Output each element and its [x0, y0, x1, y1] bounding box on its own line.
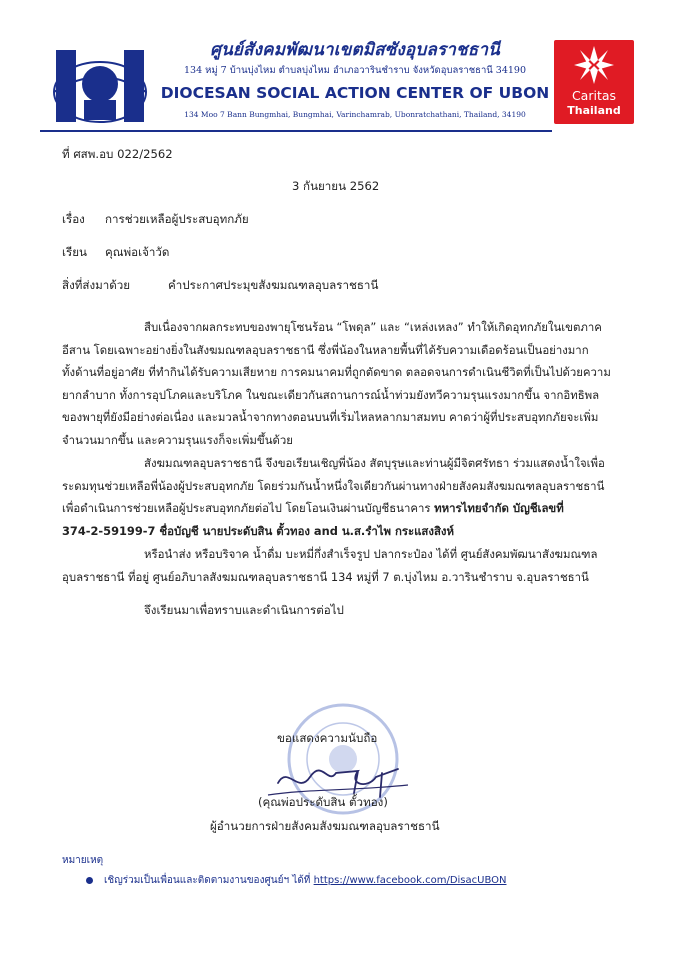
reference-number: ที่ ศสพ.อบ 022/2562	[62, 147, 173, 161]
org-address-english: 134 Moo 7 Bann Bungmhai, Bungmhai, Varinchamrab, Ubonratchathani, Thailand, 34190	[184, 110, 526, 119]
paragraph-line: หรือนำส่ง หรือบริจาค น้ำดื่ม บะหมี่กึ่งสำเร็จรูป ปลากระป๋อง ได้ที่ ศูนย์สังคมพัฒนาสังฆมณฑล	[144, 547, 598, 561]
subject-text: การช่วยเหลือผู้ประสบอุทกภัย	[105, 212, 249, 226]
paragraph-line: สืบเนื่องจากผลกระทบของพายุโซนร้อน “โพดุล” และ “เหล่งเหลง” ทำให้เกิดอุทกภัยในเขตภาค	[144, 320, 602, 334]
bank-name: ทหารไทยจำกัด บัญชีเลขที่	[434, 501, 564, 516]
recipient-text: คุณพ่อเจ้าวัด	[105, 245, 170, 259]
org-name-thai: ศูนย์สังคมพัฒนาเขตมิสซังอุบลราชธานี	[210, 40, 500, 60]
letter-date: 3 กันยายน 2562	[292, 179, 380, 193]
closing-paragraph: จึงเรียนมาเพื่อทราบและดำเนินการต่อไป	[144, 603, 344, 617]
signer-title: ผู้อำนวยการฝ่ายสังคมสังฆมณฑลอุบลราชธานี	[210, 819, 440, 833]
signer-name: (คุณพ่อประดับสิน ตั้วทอง)	[258, 795, 388, 809]
enclosure-label: สิ่งที่ส่งมาด้วย	[62, 278, 131, 292]
paragraph-2	[62, 452, 610, 542]
paragraph-line: ยากลำบาก ทั้งการอุปโภคและบริโภค ในขณะเดียวกันสถานการณ์น้ำท่วมยังทวีความรุนแรงมากขึ้น จากอิทธิพล	[62, 387, 600, 402]
paragraph-line: อีสาน โดยเฉพาะอย่างยิ่งในสังฆมณฑลอุบลราชธานี ซึ่งพี่น้องในหลายพื้นที่ได้รับความเดือดร้อนเป็นอย่างมาก	[62, 342, 589, 357]
paragraph-3	[62, 543, 610, 588]
paragraph-line: ทั้งด้านที่อยู่อาศัย ที่ทำกินได้รับความเสียหาย การคมนาคมที่ถูกตัดขาด ตลอดจนการดำเนินชีวิตที่เป็นไปด้วยความ	[62, 365, 611, 380]
paragraph-line: ของพายุที่ยังมีอย่างต่อเนื่อง และมวลน้ำจากทางตอนบนที่เริ่มไหลหลากมาสมทบ คาดว่าผู้ที่ประสบอุทกภัยจะเพิ่ม	[62, 410, 599, 425]
paragraph-line-text: เพื่อดำเนินการช่วยเหลือผู้ประสบอุทกภัยต่อไป โดยโอนเงินผ่านบัญชีธนาคาร	[62, 501, 431, 516]
caritas-cross-icon	[554, 40, 634, 90]
org-name-english: DIOCESAN SOCIAL ACTION CENTER OF UBON	[160, 84, 550, 102]
bank-account: 374-2-59199-7 ชื่อบัญชี นายประดับสิน ตั้วทอง and น.ส.รำไพ กระแสงสิงห์	[62, 523, 454, 538]
regards: ขอแสดงความนับถือ	[277, 731, 378, 745]
paragraph-line	[62, 497, 610, 520]
caritas-country: Thailand	[567, 104, 621, 117]
diocese-logo	[40, 42, 160, 130]
enclosure-text: คำประกาศประมุขสังฆมณฑลอุบลราชธานี	[168, 278, 379, 292]
bullet-icon	[86, 877, 93, 884]
paragraph-1	[62, 316, 610, 452]
note-text	[104, 873, 506, 888]
paragraph-line: สังฆมณฑลอุบลราชธานี จึงขอเรียนเชิญพี่น้อง สัตบุรุษและท่านผู้มีจิตศรัทธา ร่วมแสดงน้ำใจเพื่อ	[144, 456, 605, 470]
facebook-link[interactable]: https://www.facebook.com/DisacUBON	[313, 875, 507, 886]
paragraph-line: จำนวนมากขึ้น และความรุนแรงก็จะเพิ่มขึ้นด้วย	[62, 432, 293, 447]
note-title: หมายเหตุ	[62, 855, 104, 866]
paragraph-line: ระดมทุนช่วยเหลือพี่น้องผู้ประสบอุทกภัย โดยร่วมกันน้ำหนึ่งใจเดียวกันผ่านทางฝ่ายสังคมสังฆมณฑลอุบลราชธานี	[62, 478, 605, 493]
paragraph-line: อุบลราชธานี ที่อยู่ ศูนย์อภิบาลสังฆมณฑลอุบลราชธานี 134 หมู่ที่ 7 ต.บุ่งไหม อ.วารินชำราบ จ.อุบลราชธานี	[62, 569, 589, 584]
header-divider	[40, 130, 552, 132]
recipient-label: เรียน	[62, 245, 87, 259]
subject-label: เรื่อง	[62, 212, 85, 226]
caritas-word: Caritas	[571, 88, 617, 103]
note-text-body: เชิญร่วมเป็นเพื่อนและติดตามงานของศูนย์ฯ ได้ที่	[104, 875, 314, 886]
org-address-thai: 134 หมู่ 7 บ้านบุ่งไหม ตำบลบุ่งไหม อำเภอวารินชำราบ จังหวัดอุบลราชธานี 34190	[183, 65, 527, 76]
